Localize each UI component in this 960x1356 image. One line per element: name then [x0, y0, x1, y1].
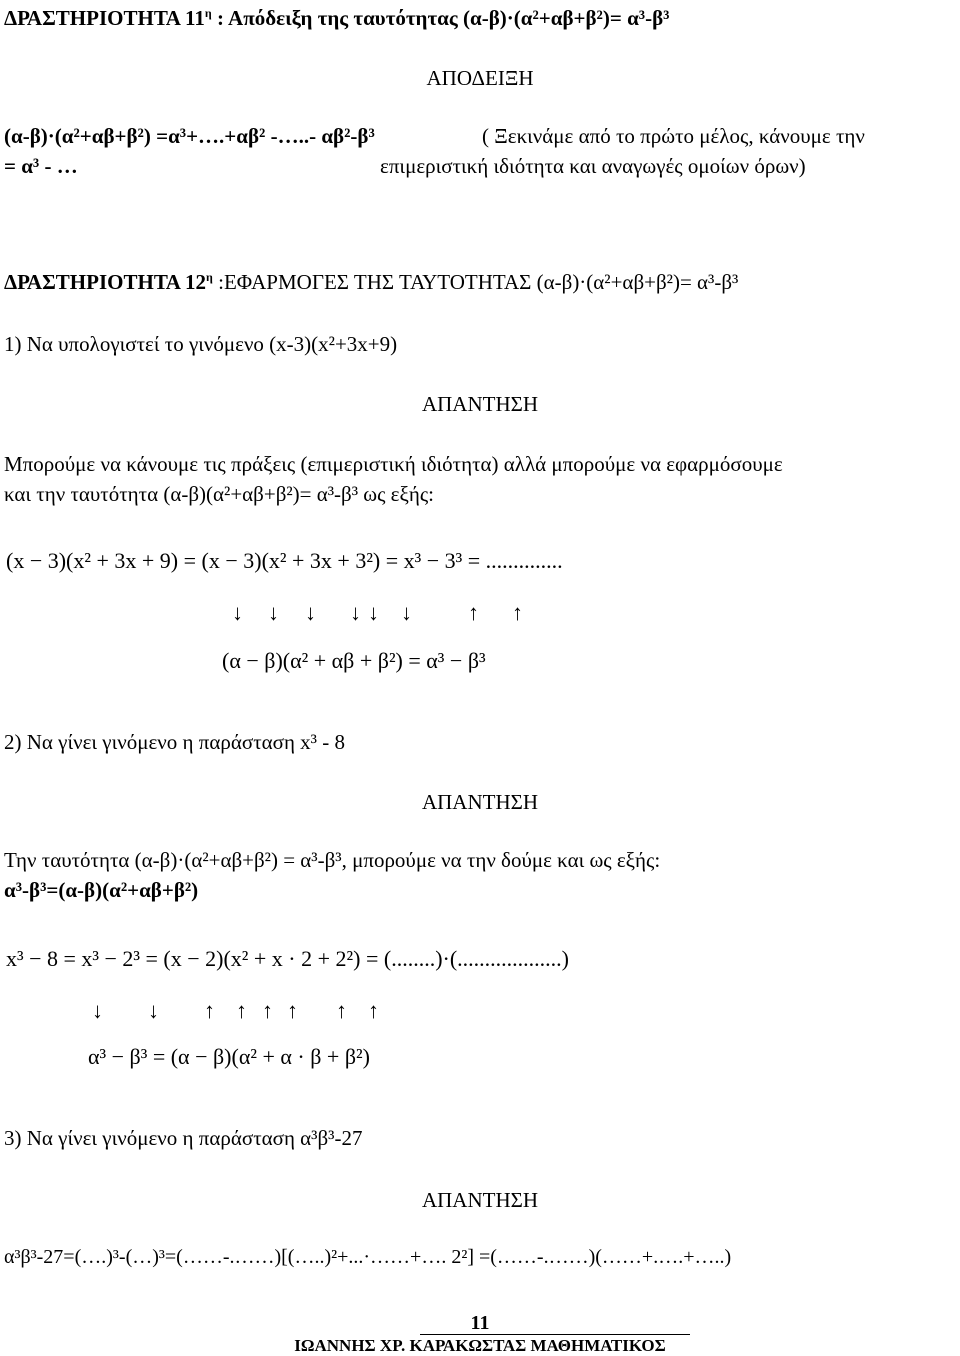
footer-divider [420, 1334, 690, 1335]
up-arrow-icon: ↑ [336, 998, 347, 1023]
up-arrow-icon: ↑ [512, 600, 523, 625]
up-arrow-icon: ↑ [236, 998, 247, 1023]
activity-11-title-sup: η [204, 6, 212, 20]
answer-2-line-1: Την ταυτότητα (α-β)·(α²+αβ+β²) = α³-β³, μπορούμε να την δούμε και ως εξής: [4, 848, 661, 872]
down-arrow-icon: ↓ [401, 600, 412, 625]
down-arrow-icon: ↓ [305, 600, 316, 625]
answer-heading-1: ΑΠΑΝΤΗΣΗ [421, 392, 539, 416]
down-arrow-icon: ↓ [368, 600, 379, 625]
activity-12-title-sup: η [206, 270, 213, 284]
proof-heading: ΑΠΟΔΕΙΞΗ [426, 66, 534, 90]
down-arrow-icon: ↓ [268, 600, 279, 625]
answer-1-line-2: και την ταυτότητα (α-β)(α²+αβ+β²)= α³-β³ ως εξής: [4, 482, 434, 506]
equation-2-reference: α³ − β³ = (α − β)(α² + α · β + β²) [88, 1044, 370, 1069]
activity-11-formula: (α-β)·(α²+αβ+β²)= α³-β³ [463, 6, 670, 30]
answer-3-line: α³β³-27=(….)³-(…)³=(……-.……)[(…..)²+...·……+…. 2²] =(……-.……)(……+.….+…..) [4, 1246, 732, 1268]
equation-1: (x − 3)(x² + 3x + 9) = (x − 3)(x² + 3x + 3²) = x³ − 3³ = .............. [6, 548, 563, 573]
answer-1-line-1: Μπορούμε να κάνουμε τις πράξεις (επιμεριστική ιδιότητα) αλλά μπορούμε να εφαρμόσουμε [4, 452, 783, 476]
proof-note-1: ( Ξεκινάμε από το πρώτο μέλος, κάνουμε την [482, 124, 865, 148]
down-arrow-icon: ↓ [92, 998, 103, 1023]
up-arrow-icon: ↑ [468, 600, 479, 625]
answer-heading-3: ΑΠΑΝΤΗΣΗ [421, 1188, 539, 1212]
question-2: 2) Να γίνει γινόμενο η παράσταση x³ - 8 [4, 730, 345, 754]
activity-11-title-rest: : Απόδειξη της ταυτότητας [211, 6, 463, 30]
activity-11-title [4, 6, 669, 31]
activity-12-title [4, 270, 738, 295]
activity-12-title-prefix: ΔΡΑΣΤΗΡΙΟΤΗΤΑ 12 [4, 270, 207, 294]
down-arrow-icon: ↓ [148, 998, 159, 1023]
answer-heading-2: ΑΠΑΝΤΗΣΗ [421, 790, 539, 814]
question-3: 3) Να γίνει γινόμενο η παράσταση α³β³-27 [4, 1126, 363, 1150]
equation-1-reference: (α − β)(α² + αβ + β²) = α³ − β³ [222, 648, 486, 673]
proof-line-2: = α³ - … [4, 154, 78, 178]
activity-11-title-prefix: ΔΡΑΣΤΗΡΙΟΤΗΤΑ 11 [4, 6, 205, 30]
author-name: ΙΩΑΝΝΗΣ ΧΡ. ΚΑΡΑΚΩΣΤΑΣ ΜΑΘΗΜΑΤΙΚΟΣ [294, 1336, 666, 1355]
up-arrow-icon: ↑ [262, 998, 273, 1023]
question-1: 1) Να υπολογιστεί το γινόμενο (x-3)(x²+3x+9) [4, 332, 398, 356]
equation-2: x³ − 8 = x³ − 2³ = (x − 2)(x² + x · 2 + 2²) = (........)·(...................) [6, 946, 569, 971]
page-number: 11 [470, 1312, 490, 1334]
down-arrow-icon: ↓ [350, 600, 361, 625]
proof-note-2: επιμεριστική ιδιότητα και αναγωγές ομοίων όρων) [380, 154, 806, 178]
up-arrow-icon: ↑ [204, 998, 215, 1023]
down-arrow-icon: ↓ [232, 600, 243, 625]
up-arrow-icon: ↑ [368, 998, 379, 1023]
proof-line-1: (α-β)·(α²+αβ+β²) =α³+….+αβ² -…..- αβ²-β³ [4, 124, 375, 148]
activity-12-title-rest: :ΕΦΑΡΜΟΓΕΣ ΤΗΣ ΤΑΥΤΟΤΗΤΑΣ (α-β)·(α²+αβ+β²)= α³-β³ [212, 270, 739, 294]
up-arrow-icon: ↑ [287, 998, 298, 1023]
answer-2-line-2: α³-β³=(α-β)(α²+αβ+β²) [4, 878, 199, 902]
